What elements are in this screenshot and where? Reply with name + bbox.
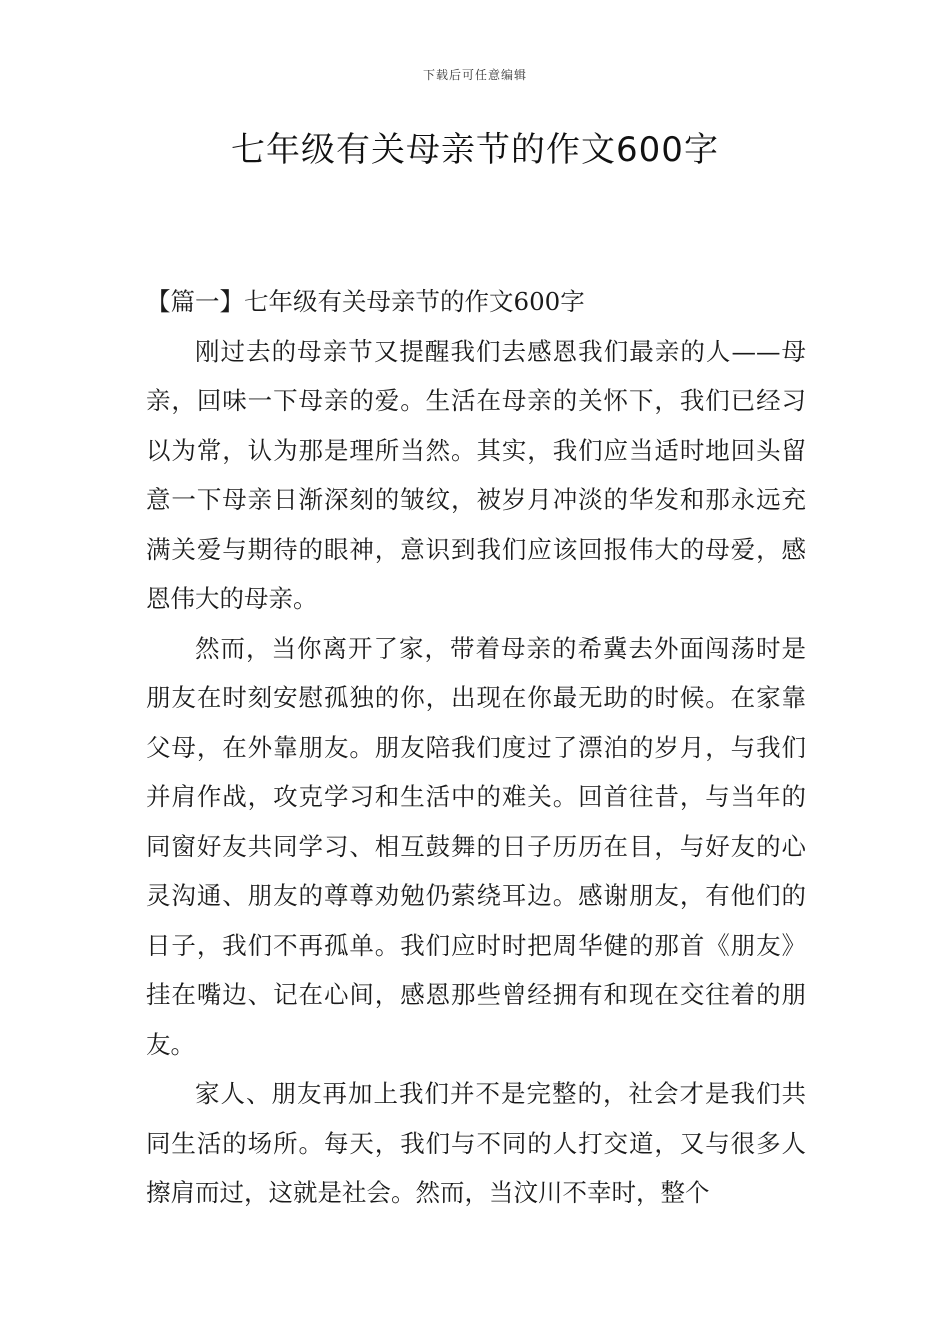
header-note: 下载后可任意编辑 <box>422 68 527 82</box>
paragraph: 然而，当你离开了家，带着母亲的希冀去外面闯荡时是朋友在时刻安慰孤独的你，出现在你最无助的时候。在家靠父母，在外靠朋友。朋友陪我们度过了漂泊的岁月，与我们并肩作战，攻克学习和生活中的难关。回首往昔，与当年的同窗好友共同学习、相互鼓舞的日子历历在目，与好友的心灵沟通、朋友的尊尊劝勉仍萦绕耳边。感谢朋友，有他们的日子，我们不再孤单。我们应时时把周华健的那首《朋友》挂在嘴边、记在心间，感恩那些曾经拥有和现在交往着的朋友。 <box>146 633 806 1059</box>
paragraph: 刚过去的母亲节又提醒我们去感恩我们最亲的人——母亲，回味一下母亲的爱。生活在母亲的关怀下，我们已经习以为常，认为那是理所当然。其实，我们应当适时地回头留意一下母亲日渐深刻的皱纹，被岁月冲淡的华发和那永远充满关爱与期待的眼神，意识到我们应该回报伟大的母爱，感恩伟大的母亲。 <box>146 336 806 613</box>
section-heading: 【篇一】七年级有关母亲节的作文600字 <box>146 287 585 316</box>
paragraph: 家人、朋友再加上我们并不是完整的，社会才是我们共同生活的场所。每天，我们与不同的人打交道，又与很多人擦肩而过，这就是社会。然而，当汶川不幸时，整个 <box>146 1079 806 1207</box>
document-title: 七年级有关母亲节的作文600字 <box>231 130 719 170</box>
document-body <box>146 277 806 1218</box>
